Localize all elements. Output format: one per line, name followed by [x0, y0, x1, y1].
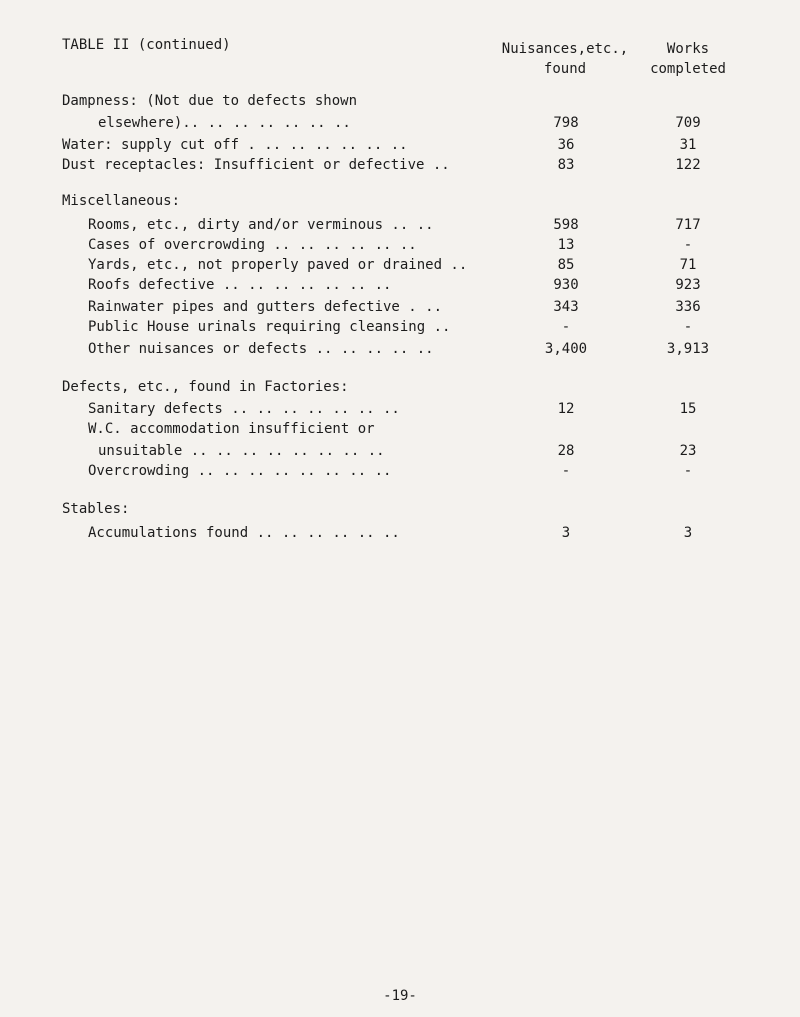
value-completed: 15 [679, 401, 697, 417]
value-found: - [561, 463, 571, 479]
table-row [0, 460, 800, 482]
table-row [0, 440, 800, 462]
row-label: Public House urinals requiring cleansing .. [88, 319, 451, 335]
column-header-completed-line1: Works [666, 41, 710, 57]
row-label: elsewhere).. .. .. .. .. .. .. [98, 115, 351, 131]
value-found: 12 [557, 401, 575, 417]
value-found: 28 [557, 443, 575, 459]
table-row [0, 234, 800, 256]
row-label: Overcrowding .. .. .. .. .. .. .. .. [88, 463, 392, 479]
value-completed: 336 [675, 299, 701, 315]
section-heading [0, 190, 800, 212]
value-completed: 71 [679, 257, 697, 273]
table-row [0, 214, 800, 236]
row-label: unsuitable .. .. .. .. .. .. .. .. [98, 443, 385, 459]
table-row [0, 338, 800, 360]
value-found: 343 [553, 299, 579, 315]
page-number: -19- [383, 988, 417, 1004]
row-label: Accumulations found .. .. .. .. .. .. [88, 525, 400, 541]
value-found: 85 [557, 257, 575, 273]
value-found: - [561, 319, 571, 335]
value-found: 598 [553, 217, 579, 233]
table-row [0, 418, 800, 440]
row-label: Dust receptacles: Insufficient or defective .. [62, 157, 450, 173]
row-label: Rainwater pipes and gutters defective . .. [88, 299, 443, 315]
row-label: Sanitary defects .. .. .. .. .. .. .. [88, 401, 400, 417]
table-row [0, 274, 800, 296]
row-label: Dampness: (Not due to defects shown [62, 93, 358, 109]
value-found: 930 [553, 277, 579, 293]
value-completed: 31 [679, 137, 697, 153]
value-completed: - [683, 319, 693, 335]
row-label: Water: supply cut off . .. .. .. .. .. .. [62, 137, 408, 153]
row-label: Other nuisances or defects .. .. .. .. .. [88, 341, 434, 357]
value-completed: 122 [675, 157, 701, 173]
value-found: 3 [561, 525, 571, 541]
table-row [0, 296, 800, 318]
value-completed: - [683, 463, 693, 479]
table-title: TABLE II (continued) [62, 37, 231, 53]
table-row [0, 154, 800, 176]
column-header-completed-line2: completed [650, 61, 726, 77]
row-label: Yards, etc., not properly paved or drained .. [88, 257, 468, 273]
section-heading [0, 376, 800, 398]
section-heading [0, 498, 800, 520]
row-label: Stables: [62, 501, 130, 517]
table-row [0, 112, 800, 134]
row-label: W.C. accommodation insufficient or [88, 421, 375, 437]
value-completed: 709 [675, 115, 701, 131]
value-completed: 717 [675, 217, 701, 233]
row-label: Rooms, etc., dirty and/or verminous .. .. [88, 217, 434, 233]
value-completed: 923 [675, 277, 701, 293]
table-row [0, 398, 800, 420]
table-row [0, 90, 800, 112]
table-row [0, 254, 800, 276]
column-header-found-line1: Nuisances,etc., [501, 41, 629, 57]
row-label: Roofs defective .. .. .. .. .. .. .. [88, 277, 392, 293]
table-row [0, 316, 800, 338]
value-completed: - [683, 237, 693, 253]
row-label: Defects, etc., found in Factories: [62, 379, 349, 395]
value-completed: 23 [679, 443, 697, 459]
value-found: 83 [557, 157, 575, 173]
table-row [0, 134, 800, 156]
value-found: 13 [557, 237, 575, 253]
value-found: 3,400 [544, 341, 588, 357]
row-label: Miscellaneous: [62, 193, 181, 209]
row-label: Cases of overcrowding .. .. .. .. .. .. [88, 237, 417, 253]
table-row [0, 522, 800, 544]
value-found: 36 [557, 137, 575, 153]
value-found: 798 [553, 115, 579, 131]
value-completed: 3 [683, 525, 693, 541]
column-header-found-line2: found [543, 61, 587, 77]
value-completed: 3,913 [666, 341, 710, 357]
